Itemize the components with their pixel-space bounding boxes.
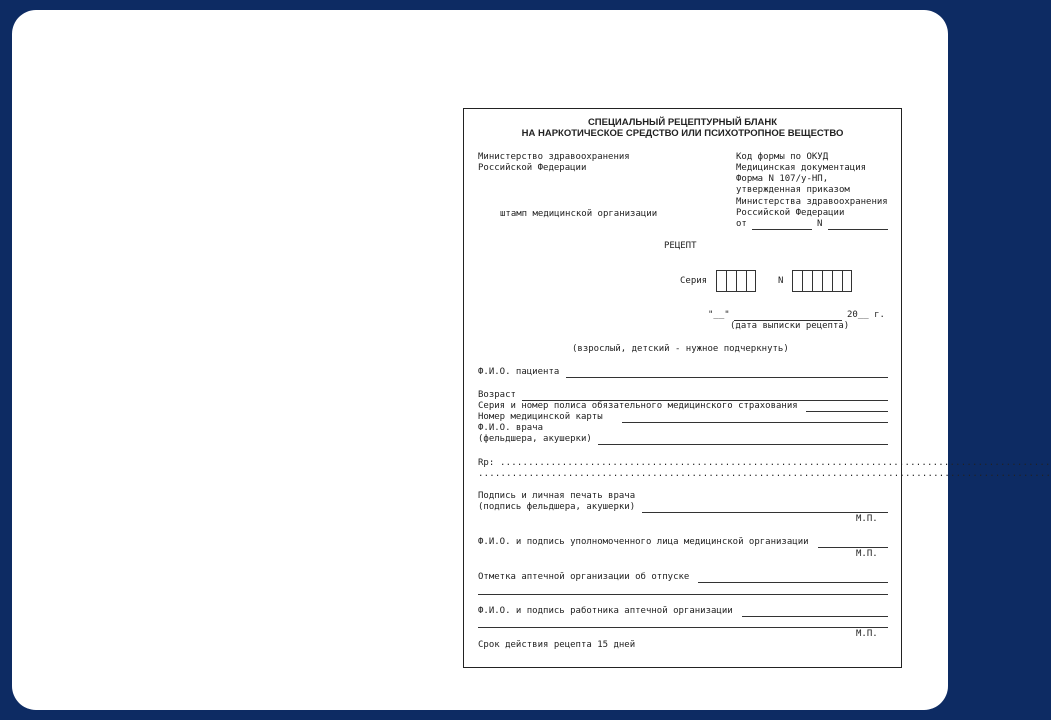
order-number-line	[828, 229, 888, 230]
authorized-label: Ф.И.О. и подпись уполномоченного лица медицинской организации	[478, 537, 809, 547]
number-cell	[822, 270, 832, 292]
recipe-number-label: N	[778, 276, 784, 286]
authorized-line	[818, 547, 888, 548]
patient-fio-label: Ф.И.О. пациента	[478, 367, 560, 377]
pharmacy-mark-line2	[478, 594, 888, 595]
order-from-label: от	[736, 219, 747, 229]
series-cell	[746, 270, 756, 292]
approved-label: утвержденная приказом	[736, 185, 850, 195]
order-date-line	[752, 229, 812, 230]
validity-label: Срок действия рецепта 15 дней	[478, 640, 636, 650]
pharmacy-worker-line2	[478, 627, 888, 628]
series-label: Серия	[680, 276, 708, 286]
signature-line	[642, 512, 888, 513]
med-doc-label: Медицинская документация	[736, 163, 867, 173]
form-title-line1: СПЕЦИАЛЬНЫЙ РЕЦЕПТУРНЫЙ БЛАНК	[587, 117, 778, 128]
doctor-fio-label2: (фельдшера, акушерки)	[478, 434, 592, 444]
number-cell	[842, 270, 852, 292]
number-cell	[802, 270, 812, 292]
signature-label: Подпись и личная печать врача	[478, 491, 636, 501]
card-label: Номер медицинской карты	[478, 412, 603, 422]
number-cell	[832, 270, 842, 292]
approved-rf-label: Российской Федерации	[736, 208, 845, 218]
ministry-line2: Российской Федерации	[478, 163, 587, 173]
stamp-mark-3: М.П.	[856, 629, 878, 639]
signature-label2: (подпись фельдшера, акушерки)	[478, 502, 636, 512]
series-cell	[726, 270, 736, 292]
policy-line	[806, 411, 888, 412]
patient-fio-line	[566, 377, 888, 378]
pharmacy-worker-line	[742, 616, 888, 617]
date-day: "__"	[708, 310, 730, 320]
stamp-label: штамп медицинской организации	[500, 209, 658, 219]
rp-dots-2: ......................................................................................................	[478, 469, 1051, 479]
number-cell	[792, 270, 802, 292]
number-cell	[812, 270, 822, 292]
stamp-mark-2: М.П.	[856, 549, 878, 559]
prescription-form	[463, 108, 1051, 668]
series-cells	[716, 270, 756, 292]
okud-label: Код формы по ОКУД	[736, 152, 829, 162]
series-cell	[716, 270, 726, 292]
order-number-label: N	[817, 219, 823, 229]
series-cell	[736, 270, 746, 292]
policy-label: Серия и номер полиса обязательного медицинского страхования	[478, 401, 798, 411]
approved-ministry-label: Министерства здравоохранения	[736, 197, 888, 207]
date-year: 20__ г.	[847, 310, 885, 320]
pharmacy-worker-label: Ф.И.О. и подпись работника аптечной организации	[478, 606, 733, 616]
age-label: Возраст	[478, 390, 516, 400]
pharmacy-mark-label: Отметка аптечной организации об отпуске	[478, 572, 690, 582]
ministry-line1: Министерство здравоохранения	[478, 152, 630, 162]
rp-dots-1: ..................................................................................................	[500, 458, 1051, 468]
recipe-heading: РЕЦЕПТ	[664, 241, 697, 251]
doctor-fio-line	[598, 444, 888, 445]
form-number-label: Форма N 107/у-НП,	[736, 174, 829, 184]
rp-label: Rp:	[478, 458, 495, 468]
card-line	[622, 422, 888, 423]
stamp-mark-1: М.П.	[856, 514, 878, 524]
pharmacy-mark-line	[698, 582, 888, 583]
doctor-fio-label: Ф.И.О. врача	[478, 423, 544, 433]
adult-child-note: (взрослый, детский - нужное подчеркнуть)	[572, 344, 789, 354]
form-title-line2: НА НАРКОТИЧЕСКОЕ СРЕДСТВО ИЛИ ПСИХОТРОПНОЕ ВЕЩЕСТВО	[521, 128, 844, 139]
date-caption: (дата выписки рецепта)	[730, 321, 850, 331]
number-cells	[792, 270, 852, 292]
